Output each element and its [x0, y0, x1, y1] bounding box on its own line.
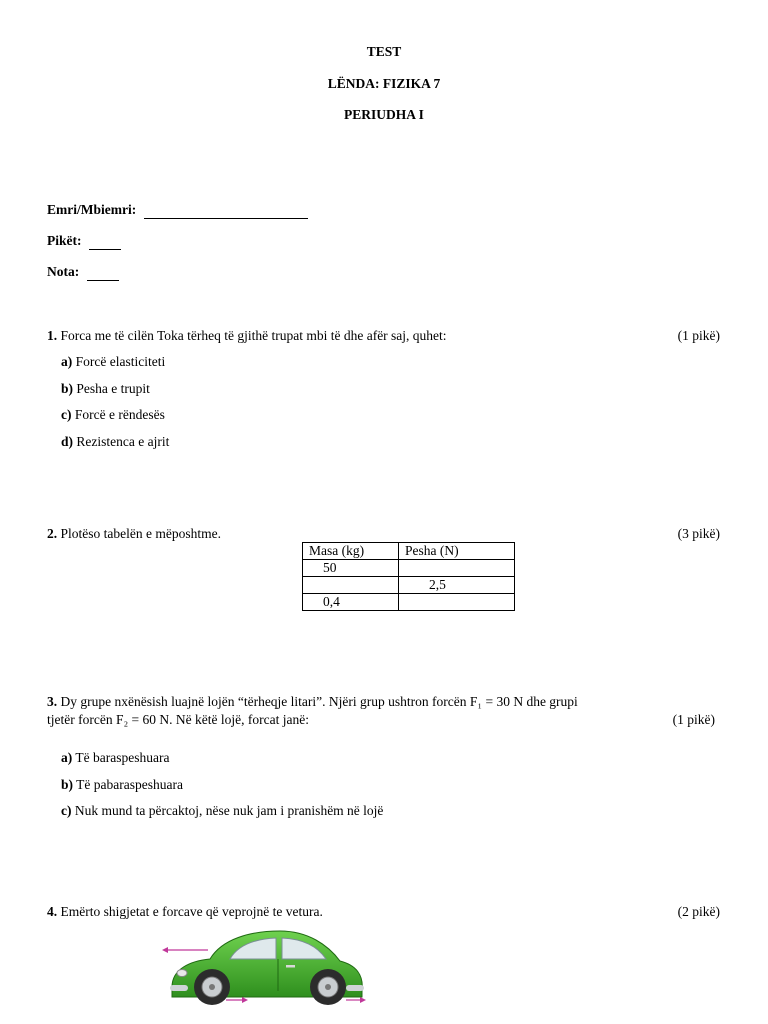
q1-option-a[interactable]: [47, 354, 165, 370]
bottom-force-arrow-front: [226, 997, 248, 1003]
table-header-row: [303, 543, 515, 560]
q2-prompt: [47, 526, 221, 542]
table-row: [303, 594, 515, 611]
q3-option-a-text: Të baraspeshuara: [75, 750, 170, 765]
q3-prompt-line1: [47, 694, 578, 710]
q3-text-line1: Dy grupe nxënësish luajnë lojën “tërheqje litari”. Njëri grup ushtron forcën F₁ = 30 N dhe grupi: [60, 694, 578, 709]
q3-prompt-line2: tjetër forcën F₂ = 60 N. Në këtë lojë, forcat janë:: [47, 712, 309, 727]
name-label: Emri/Mbiemri:: [47, 202, 137, 217]
q4-points: (2 pikë): [677, 904, 720, 919]
points-field[interactable]: [47, 233, 121, 250]
table-cell-blank[interactable]: [303, 577, 399, 594]
q1-option-c-letter: c): [61, 407, 72, 422]
q1-text: Forca me të cilën Toka tërheq të gjithë trupat mbi të dhe afër saj, quhet:: [60, 328, 447, 343]
q1-points: (1 pikë): [677, 328, 720, 343]
table-header-mass: Masa (kg): [303, 543, 399, 560]
table-cell: 0,4: [303, 594, 399, 611]
q4-number: 4.: [47, 904, 58, 919]
table-cell: 2,5: [399, 577, 515, 594]
name-field[interactable]: [47, 202, 308, 219]
grade-blank[interactable]: [87, 264, 119, 281]
period-title: PERIUDHA I: [344, 107, 424, 122]
subject-title: LËNDA: FIZIKA 7: [327, 76, 441, 91]
q1-number: 1.: [47, 328, 58, 343]
q2-text: Plotëso tabelën e mëposhtme.: [60, 526, 221, 541]
table-cell: 50: [303, 560, 399, 577]
points-blank[interactable]: [89, 233, 121, 250]
q1-option-d-letter: d): [61, 434, 74, 449]
q1-prompt: [47, 328, 447, 344]
grade-label: Nota:: [47, 264, 80, 279]
q4-prompt: [47, 904, 323, 920]
q1-option-c-text: Forcë e rëndesës: [74, 407, 165, 422]
table-row: [303, 560, 515, 577]
car-illustration: [150, 925, 380, 1024]
table-cell-blank[interactable]: [399, 560, 515, 577]
q3-option-b-letter: b): [61, 777, 74, 792]
q3-number: 3.: [47, 694, 58, 709]
q3-option-b[interactable]: [47, 777, 183, 793]
q3-option-b-text: Të pabaraspeshuara: [76, 777, 183, 792]
q1-option-b-letter: b): [61, 381, 74, 396]
table-header-weight: Pesha (N): [399, 543, 515, 560]
q1-option-d[interactable]: [47, 434, 169, 450]
left-force-arrow: [162, 947, 208, 953]
grade-field[interactable]: [47, 264, 119, 281]
q3-option-c[interactable]: [47, 803, 383, 819]
q3-option-c-text: Nuk mund ta përcaktoj, nëse nuk jam i pranishëm në lojë: [74, 803, 384, 818]
q4-text: Emërto shigjetat e forcave që veprojnë te vetura.: [60, 904, 323, 919]
q1-option-a-text: Forcë elasticiteti: [75, 354, 166, 369]
table-cell-blank[interactable]: [399, 594, 515, 611]
q3-points: (1 pikë): [672, 712, 715, 727]
q1-option-d-text: Rezistenca e ajrit: [76, 434, 170, 449]
q2-number: 2.: [47, 526, 58, 541]
test-title: TEST: [366, 44, 402, 59]
q1-option-a-letter: a): [61, 354, 73, 369]
q1-option-b[interactable]: [47, 381, 150, 397]
q3-option-a-letter: a): [61, 750, 73, 765]
name-blank[interactable]: [144, 202, 308, 219]
table-row: [303, 577, 515, 594]
q1-option-c[interactable]: [47, 407, 165, 423]
rear-wheel: [310, 969, 346, 1005]
bottom-force-arrow-rear: [346, 997, 366, 1003]
q3-option-a[interactable]: [47, 750, 169, 766]
q2-points: (3 pikë): [677, 526, 720, 541]
q3-option-c-letter: c): [61, 803, 72, 818]
mass-weight-table: [302, 542, 515, 611]
points-label: Pikët:: [47, 233, 82, 248]
q1-option-b-text: Pesha e trupit: [76, 381, 150, 396]
front-wheel: [194, 969, 230, 1005]
